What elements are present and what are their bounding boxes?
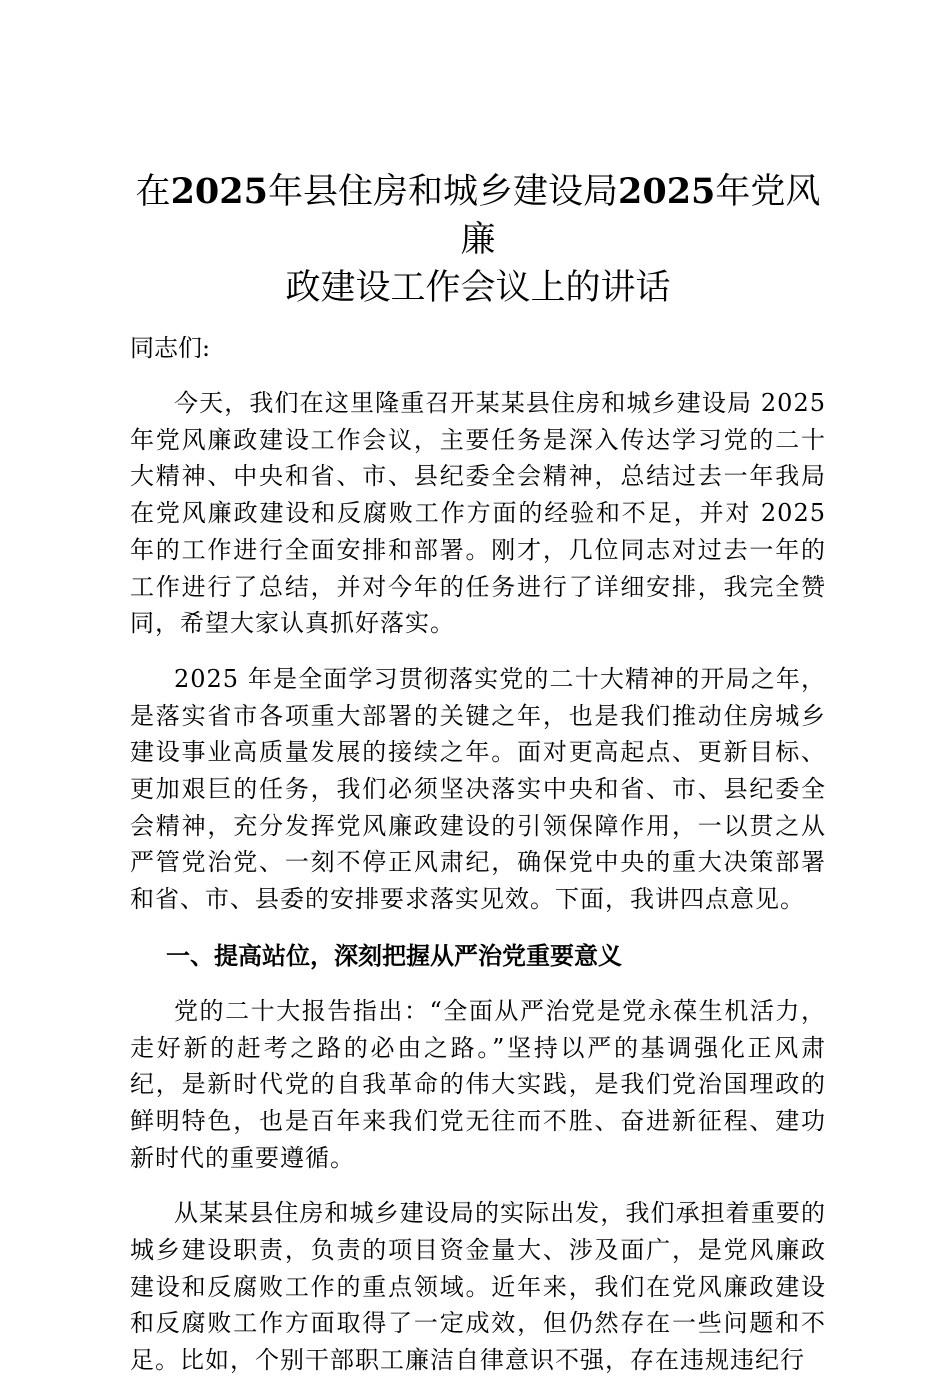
title-text: 在	[135, 172, 171, 212]
document-page	[130, 168, 826, 1379]
paragraph: 今天，我们在这里隆重召开某某县住房和城乡建设局 2025 年党风廉政建设工作会议，主要任务是深入传达学习党的二十大精神、中央和省、市、县纪委全会精神，总结过去一年我局在党风廉政建设和反腐败工作方面的经验和不足，并对 2025 年的工作进行全面安排和部署。刚才，几位同志对过去一年的工作进行了总结，并对今年的任务进行了详细安排，我完全赞同，希望大家认真抓好落实。	[130, 389, 826, 638]
title-text: 年县住房和城乡建设局	[267, 172, 618, 212]
paragraph: 2025 年是全面学习贯彻落实党的二十大精神的开局之年，是落实省市各项重大部署的关键之年，也是我们推动住房城乡建设事业高质量发展的接续之年。面对更高起点、更新目标、更加艰巨的任务，我们必须坚决落实中央和省、市、县纪委全会精神，充分发挥党风廉政建设的引领保障作用，一以贯之从严管党治党、一刻不停正风肃纪，确保党中央的重大决策部署和省、市、县委的安排要求落实见效。下面，我讲四点意见。	[130, 664, 826, 914]
section-heading: 一、提高站位，深刻把握从严治党重要意义	[166, 940, 622, 970]
title-year: 2025	[170, 171, 268, 212]
title-line-2: 政建设工作会议上的讲话	[285, 268, 671, 308]
title-year: 2025	[618, 171, 716, 212]
document-title	[130, 168, 826, 312]
title-text: 年党风廉	[460, 172, 821, 260]
paragraph: 党的二十大报告指出：“全面从严治党是党永葆生机活力，走好新的赶考之路的必由之路。”坚持以严的基调强化正风肃纪，是新时代党的自我革命的伟大实践，是我们党治国理政的鲜明特色，也是百年来我们党无往而不胜、奋进新征程、建功新时代的重要遵循。	[130, 996, 826, 1172]
paragraph: 从某某县住房和城乡建设局的实际出发，我们承担着重要的城乡建设职责，负责的项目资金量大、涉及面广，是党风廉政建设和反腐败工作的重点领域。近年来，我们在党风廉政建设和反腐败工作方面取得了一定成效，但仍然存在一些问题和不足。比如，个别干部职工廉洁自律意识不强，存在违规违纪行	[130, 1199, 826, 1375]
salutation: 同志们:	[130, 334, 211, 362]
